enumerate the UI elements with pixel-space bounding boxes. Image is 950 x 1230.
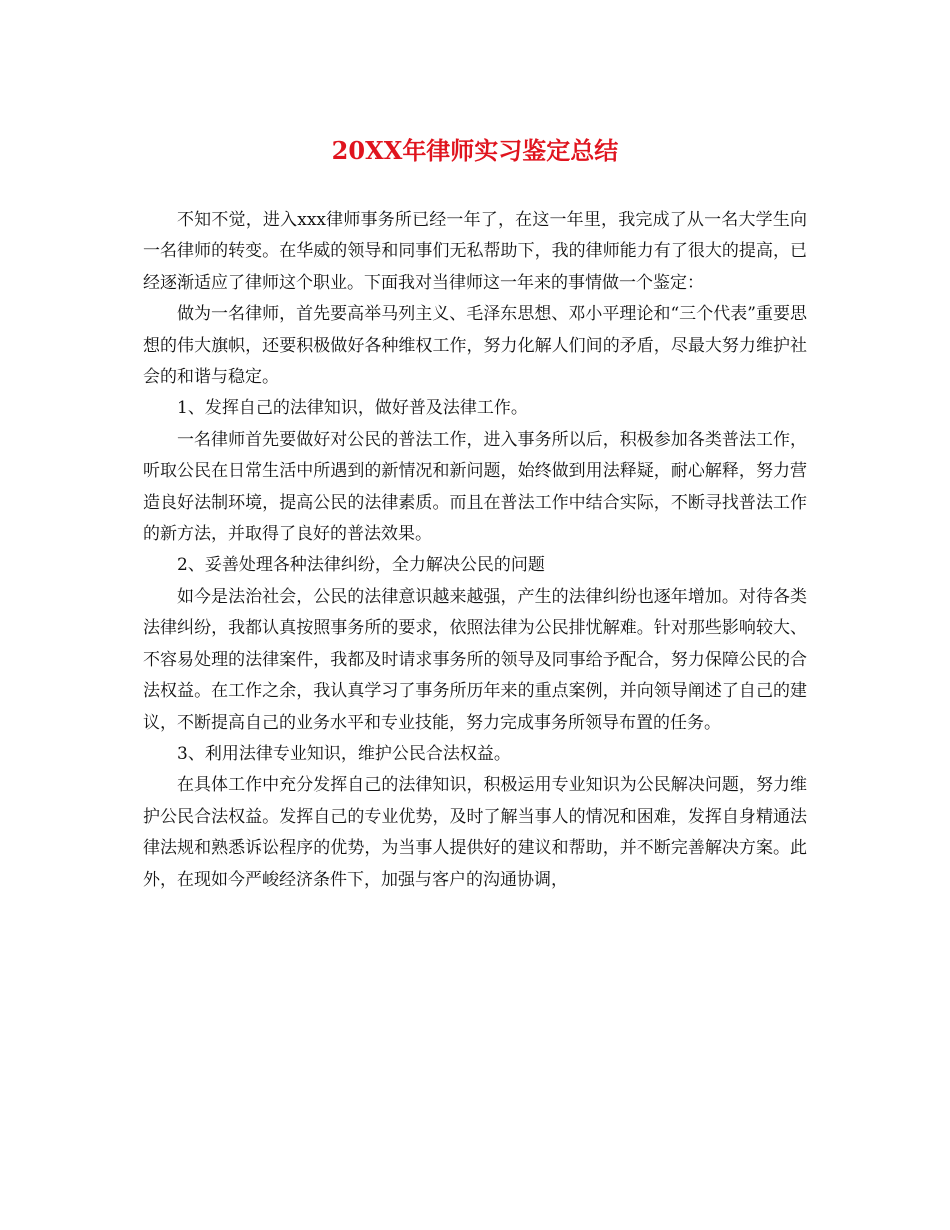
section-heading-2: 2、妥善处理各种法律纠纷，全力解决公民的问题 [177,555,545,576]
paragraph-section-3: 在具体工作中充分发挥自己的法律知识，积极运用专业知识为公民解决问题，努力维护公民合法权益。发挥自己的专业优势，及时了解当事人的情况和困难，发挥自身精通法律法规和熟悉诉讼程序的优势，为当事人提供好的建议和帮助，并不断完善解决方案。此外，在现如今严峻经济条件下，加强与客户的沟通协调， [143,775,807,890]
document-title: 20XX年律师实习鉴定总结 [331,136,619,165]
section-heading-3: 3、利用法律专业知识，维护公民合法权益。 [177,743,511,764]
paragraph-section-1: 一名律师首先要做好对公民的普法工作，进入事务所以后，积极参加各类普法工作，听取公民在日常生活中所遇到的新情况和新问题，始终做到用法释疑，耐心解释，努力营造良好法制环境，提高公民的法律素质。而且在普法工作中结合实际，不断寻找普法工作的新方法，并取得了良好的普法效果。 [143,429,807,545]
paragraph-intro: 不知不觉，进入xxx律师事务所已经一年了，在这一年里，我完成了从一名大学生向一名律师的转变。在华威的领导和同事们无私帮助下，我的律师能力有了很大的提高，已经逐渐适应了律师这个职业。下面我对当律师这一年来的事情做一个鉴定： [143,210,807,293]
paragraph-principles: 做为一名律师，首先要高举马列主义、毛泽东思想、邓小平理论和“三个代表”重要思想的伟大旗帜，还要积极做好各种维权工作，努力化解人们间的矛盾，尽最大努力维护社会的和谐与稳定。 [143,304,807,388]
section-heading-1: 1、发挥自己的法律知识，做好普及法律工作。 [177,398,528,419]
paragraph-section-2: 如今是法治社会，公民的法律意识越来越强，产生的法律纠纷也逐年增加。对待各类法律纠纷，我都认真按照事务所的要求，依照法律为公民排忧解难。针对那些影响较大、不容易处理的法律案件，我都及时请求事务所的领导及同事给予配合，努力保障公民的合法权益。在工作之余，我认真学习了事务所历年来的重点案例，并向领导阐述了自己的建议，不断提高自己的业务水平和专业技能，努力完成事务所领导布置的任务。 [143,586,807,733]
document-body [143,205,807,896]
